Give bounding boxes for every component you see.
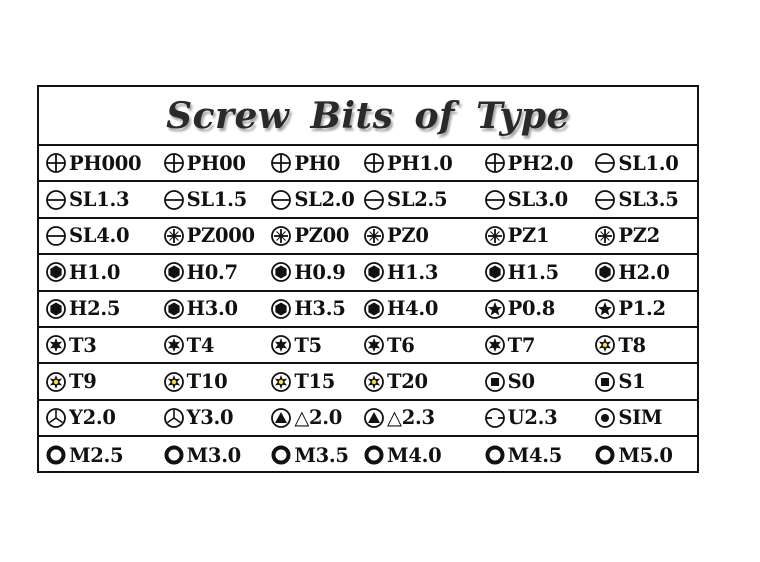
phillips-icon: [484, 152, 506, 174]
bit-label: PZ2: [618, 224, 660, 248]
pozidriv-icon: [594, 225, 616, 247]
bit-label: T3: [69, 333, 97, 357]
bit-cell: [594, 437, 697, 473]
bit-label: T9: [69, 370, 97, 394]
bit-cell: [39, 255, 163, 289]
bit-label: H3.5: [294, 297, 346, 321]
chart-title: Screw Bits of Type: [39, 87, 697, 146]
square-icon: [594, 371, 616, 393]
bit-label: U2.3: [507, 406, 558, 430]
bit-cell: [594, 182, 697, 216]
bit-cell: [163, 328, 271, 362]
bit-cell: [480, 146, 595, 180]
bit-label: H3.0: [186, 297, 238, 321]
bits-row: [39, 437, 697, 473]
bit-label: SL1.5: [186, 188, 247, 212]
ring-icon: [594, 444, 616, 466]
bit-cell: [363, 292, 480, 326]
bit-cell: [39, 292, 163, 326]
hex-icon: [594, 261, 616, 283]
ring-icon: [270, 444, 292, 466]
bit-cell: [163, 219, 271, 253]
bit-cell: [363, 219, 480, 253]
slotted-icon: [363, 189, 385, 211]
torx-security-icon: [363, 371, 385, 393]
triangle-icon: [270, 407, 292, 429]
bit-label: SL4.0: [69, 224, 130, 248]
bit-cell: [480, 437, 595, 473]
bit-cell: [480, 401, 595, 435]
bit-cell: [39, 437, 163, 473]
bit-label: SL3.5: [618, 188, 679, 212]
bit-label: S1: [618, 370, 646, 394]
bit-cell: [363, 255, 480, 289]
bit-label: T4: [186, 333, 215, 357]
bits-row: [39, 255, 697, 291]
bit-cell: [363, 401, 480, 435]
slotted-icon: [45, 189, 67, 211]
bit-label: T5: [294, 333, 322, 357]
bit-label: PH000: [69, 151, 142, 175]
bit-label: SL2.5: [387, 188, 448, 212]
sim-pin-icon: [594, 407, 616, 429]
bit-cell: [270, 437, 363, 473]
bit-cell: [594, 219, 697, 253]
torx-icon: [363, 334, 385, 356]
bit-label: Y2.0: [69, 406, 116, 430]
phillips-icon: [45, 152, 67, 174]
bit-label: PZ000: [186, 224, 255, 248]
bit-cell: [480, 364, 595, 398]
bit-label: H1.5: [507, 260, 559, 284]
bit-cell: [163, 182, 271, 216]
bits-grid: [39, 146, 697, 474]
bit-label: H1.0: [69, 260, 121, 284]
slotted-icon: [594, 152, 616, 174]
u-shape-icon: [484, 407, 506, 429]
hex-icon: [45, 298, 67, 320]
bit-cell: [163, 255, 271, 289]
triangle-icon: [363, 407, 385, 429]
torx-icon: [163, 334, 185, 356]
tri-wing-icon: [45, 407, 67, 429]
ring-icon: [363, 444, 385, 466]
bit-cell: [270, 146, 363, 180]
bit-cell: [480, 255, 595, 289]
bit-cell: [363, 364, 480, 398]
bit-cell: [594, 146, 697, 180]
bit-cell: [163, 437, 271, 473]
slotted-icon: [270, 189, 292, 211]
bit-cell: [270, 292, 363, 326]
bit-label: T7: [507, 333, 536, 357]
hex-icon: [363, 261, 385, 283]
slotted-icon: [163, 189, 185, 211]
bit-label: M5.0: [618, 443, 673, 467]
bit-label: Y3.0: [186, 406, 234, 430]
bit-cell: [594, 255, 697, 289]
bit-cell: [363, 328, 480, 362]
ring-icon: [484, 444, 506, 466]
bit-cell: [594, 292, 697, 326]
bit-label: △2.3: [387, 406, 435, 430]
hex-icon: [45, 261, 67, 283]
bit-label: PZ1: [507, 224, 550, 248]
bit-label: △2.0: [294, 406, 343, 430]
bit-label: H0.9: [294, 260, 346, 284]
bit-label: PZ0: [387, 224, 429, 248]
bit-label: H1.3: [387, 260, 439, 284]
torx-security-icon: [270, 371, 292, 393]
bit-label: PH0: [294, 151, 341, 175]
bit-cell: [270, 182, 363, 216]
bits-row: [39, 182, 697, 218]
bit-label: H4.0: [387, 297, 439, 321]
bit-cell: [270, 255, 363, 289]
torx-security-icon: [163, 371, 185, 393]
bit-cell: [594, 328, 697, 362]
hex-icon: [270, 298, 292, 320]
bit-cell: [39, 364, 163, 398]
bit-label: P1.2: [618, 297, 666, 321]
pozidriv-icon: [163, 225, 185, 247]
bit-cell: [480, 328, 595, 362]
torx-security-icon: [594, 334, 616, 356]
bits-row: [39, 219, 697, 255]
bits-row: [39, 401, 697, 437]
bit-cell: [594, 364, 697, 398]
bit-cell: [270, 328, 363, 362]
bit-label: S0: [507, 370, 535, 394]
bit-label: PZ00: [294, 224, 350, 248]
pozidriv-icon: [484, 225, 506, 247]
bit-cell: [363, 146, 480, 180]
pozidriv-icon: [363, 225, 385, 247]
bit-label: P0.8: [507, 297, 556, 321]
bit-cell: [270, 401, 363, 435]
hex-icon: [163, 298, 185, 320]
bit-cell: [163, 401, 271, 435]
bit-cell: [39, 328, 163, 362]
bit-cell: [163, 146, 271, 180]
bit-cell: [39, 182, 163, 216]
hex-icon: [484, 261, 506, 283]
bit-label: H2.5: [69, 297, 121, 321]
bit-label: H2.0: [618, 260, 670, 284]
bit-cell: [39, 401, 163, 435]
hex-icon: [363, 298, 385, 320]
bit-label: T15: [294, 370, 336, 394]
bit-cell: [480, 292, 595, 326]
bits-row: [39, 364, 697, 400]
bits-row: [39, 292, 697, 328]
bit-label: PH2.0: [507, 151, 574, 175]
bit-cell: [363, 437, 480, 473]
bit-cell: [39, 219, 163, 253]
bit-label: PH00: [186, 151, 246, 175]
screw-bits-chart: [37, 85, 699, 473]
bit-label: T20: [387, 370, 428, 394]
torx-icon: [45, 334, 67, 356]
bit-label: SL3.0: [507, 188, 568, 212]
bit-cell: [39, 146, 163, 180]
ring-icon: [45, 444, 67, 466]
bit-cell: [270, 219, 363, 253]
bit-cell: [594, 401, 697, 435]
ring-icon: [163, 444, 185, 466]
bit-cell: [480, 219, 595, 253]
phillips-icon: [363, 152, 385, 174]
bit-cell: [480, 182, 595, 216]
bit-cell: [363, 182, 480, 216]
phillips-icon: [163, 152, 185, 174]
bit-label: M3.5: [294, 443, 349, 467]
bit-label: T8: [618, 333, 646, 357]
pozidriv-icon: [270, 225, 292, 247]
pentalobe-icon: [594, 298, 616, 320]
bit-label: PH1.0: [387, 151, 453, 175]
slotted-icon: [45, 225, 67, 247]
bit-label: SIM: [618, 406, 663, 430]
bit-label: M4.0: [387, 443, 442, 467]
torx-icon: [270, 334, 292, 356]
bit-label: SL1.0: [618, 151, 679, 175]
bit-label: M4.5: [507, 443, 562, 467]
slotted-icon: [484, 189, 506, 211]
pentalobe-icon: [484, 298, 506, 320]
slotted-icon: [594, 189, 616, 211]
bit-label: T6: [387, 333, 415, 357]
hex-icon: [163, 261, 185, 283]
bit-label: SL1.3: [69, 188, 130, 212]
tri-wing-icon: [163, 407, 185, 429]
bits-row: [39, 328, 697, 364]
bit-label: SL2.0: [294, 188, 355, 212]
bit-cell: [270, 364, 363, 398]
torx-icon: [484, 334, 506, 356]
hex-icon: [270, 261, 292, 283]
bit-label: T10: [186, 370, 228, 394]
bit-label: H0.7: [186, 260, 238, 284]
bit-label: M2.5: [69, 443, 124, 467]
bit-cell: [163, 364, 271, 398]
square-icon: [484, 371, 506, 393]
phillips-icon: [270, 152, 292, 174]
bits-row: [39, 146, 697, 182]
bit-label: M3.0: [186, 443, 241, 467]
bit-cell: [163, 292, 271, 326]
torx-security-icon: [45, 371, 67, 393]
